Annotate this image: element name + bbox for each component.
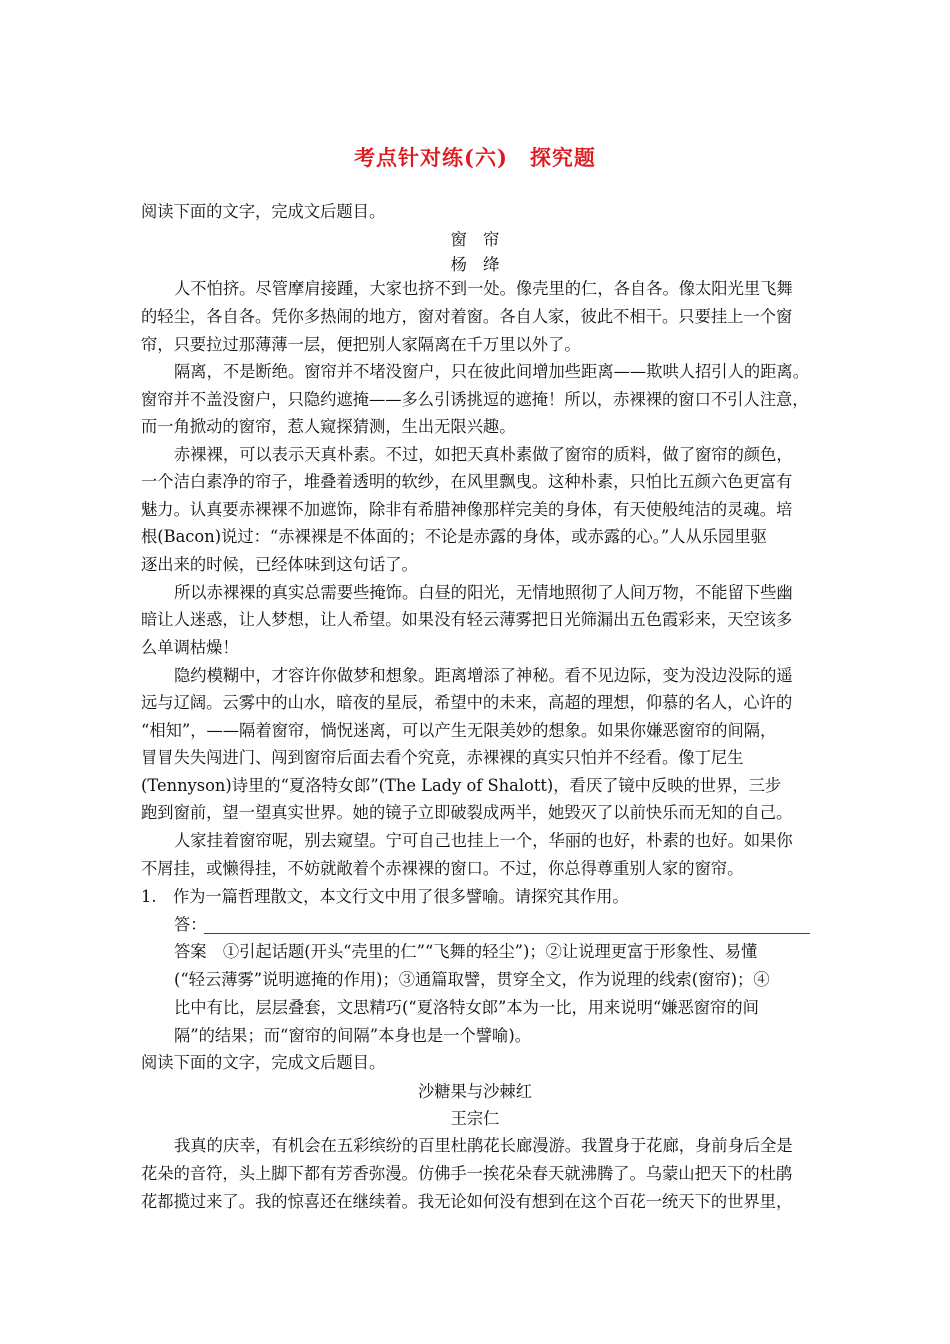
paragraph-line: 远与辽阔。云雾中的山水，暗夜的星辰，希望中的未来，高超的理想，仰慕的名人，心许的 — [141, 693, 793, 712]
paragraph-line: 我真的庆幸，有机会在五彩缤纷的百里杜鹃花长廊漫游。我置身于花廊，身前身后全是 — [174, 1136, 793, 1155]
instruction-1: 阅读下面的文字，完成文后题目。 — [141, 202, 386, 221]
paragraph-line: 而一角掀动的窗帘，惹人窥探猜测，生出无限兴趣。 — [141, 417, 516, 436]
paragraph-line: 花朵的音符，头上脚下都有芳香弥漫。仿佛手一挨花朵春天就沸腾了。乌蒙山把天下的杜鹃 — [141, 1164, 793, 1183]
paragraph-line: 隔离，不是断绝。窗帘并不堵没窗户，只在彼此间增加些距离——欺哄人招引人的距离。 — [174, 362, 809, 381]
paragraph-line: (Tennyson)诗里的“夏洛特女郎”(The Lady of Shalott)，看厌了镜中反映的世界，三步 — [141, 776, 782, 795]
paragraph-line: 根(Bacon)说过：“赤裸裸是不体面的；不论是赤露的身体，或赤露的心。”人从乐园里驱 — [141, 527, 767, 546]
paragraph-line: 冒冒失失闯进门、闯到窗帘后面去看个究竟，赤裸裸的真实只怕并不经看。像丁尼生 — [141, 748, 744, 767]
paragraph-line: 赤裸裸，可以表示天真朴素。不过，如把天真朴素做了窗帘的质料，做了窗帘的颜色， — [174, 445, 793, 464]
article-title-2: 沙糖果与沙棘红 — [418, 1082, 532, 1101]
paragraph-line: 花都揽过来了。我的惊喜还在继续着。我无论如何没有想到在这个百花一统天下的世界里， — [141, 1192, 793, 1211]
question-1: 1. 作为一篇哲理散文，本文行文中用了很多譬喻。请探究其作用。 — [141, 887, 629, 906]
paragraph-line: 窗帘并不盖没窗户，只隐约遮掩——多么引诱挑逗的遮掩！所以，赤裸裸的窗口不引人注意， — [141, 390, 809, 409]
paragraph-line: 不屑挂，或懒得挂，不妨就敞着个赤裸裸的窗口。不过，你总得尊重别人家的窗帘。 — [141, 859, 744, 878]
paragraph-line: 么单调枯燥！ — [141, 638, 239, 657]
paragraph-line: 隐约模糊中，才容许你做梦和想象。距离增添了神秘。看不见边际，变为没边没际的遥 — [174, 666, 793, 685]
answer-line-text: (“轻云薄雾”说明遮掩的作用)；③通篇取譬，贯穿全文，作为说理的线索(窗帘)；④ — [174, 970, 770, 989]
answer-line[interactable] — [204, 933, 810, 934]
paragraph-line: 帘，只要拉过那薄薄一层，便把别人家隔离在千万里以外了。 — [141, 335, 581, 354]
answer-line-text: 答案 ①引起话题(开头“壳里的仁”“飞舞的轻尘”)；②让说理更富于形象性、易懂 — [174, 942, 758, 961]
answer-line-text: 隔”的结果；而“窗帘的间隔”本身也是一个譬喻)。 — [174, 1026, 531, 1045]
paragraph-line: 所以赤裸裸的真实总需要些掩饰。白昼的阳光，无情地照彻了人间万物，不能留下些幽 — [174, 583, 793, 602]
paragraph-line: 逐出来的时候，已经体味到这句话了。 — [141, 555, 418, 574]
paragraph-line: 一个洁白素净的帘子，堆叠着透明的软纱，在风里飘曳。这种朴素，只怕比五颜六色更富有 — [141, 472, 793, 491]
paragraph-line: 魅力。认真要赤裸裸不加遮饰，除非有希腊神像那样完美的身体，有天使般纯洁的灵魂。培 — [141, 500, 793, 519]
paragraph-line: 人家挂着窗帘呢，别去窥望。宁可自己也挂上一个，华丽的也好，朴素的也好。如果你 — [174, 831, 793, 850]
article-author-2: 王宗仁 — [450, 1109, 500, 1128]
paragraph-line: 跑到窗前，望一望真实世界。她的镜子立即破裂成两半，她毁灭了以前快乐而无知的自己。 — [141, 803, 793, 822]
instruction-2: 阅读下面的文字，完成文后题目。 — [141, 1053, 386, 1072]
article-title-1: 窗 帘 — [450, 230, 500, 249]
paragraph-line: 的轻尘，各自各。凭你多热闹的地方，窗对着窗。各自人家，彼此不相干。只要挂上一个窗 — [141, 307, 793, 326]
paragraph-line: 人不怕挤。尽管摩肩接踵，大家也挤不到一处。像壳里的仁，各自各。像太阳光里飞舞 — [174, 279, 793, 298]
paragraph-line: “相知”，——隔着窗帘，惝怳迷离，可以产生无限美妙的想象。如果你嫌恶窗帘的间隔， — [141, 721, 777, 740]
page-title: 考点针对练(六) 探究题 — [354, 145, 596, 170]
article-author-1: 杨 绛 — [450, 255, 500, 274]
answer-prompt: 答： — [174, 915, 207, 934]
answer-line-text: 比中有比，层层叠套，文思精巧(“夏洛特女郎”本为一比，用来说明“嫌恶窗帘的间 — [174, 998, 759, 1017]
paragraph-line: 暗让人迷惑，让人梦想，让人希望。如果没有轻云薄雾把日光筛漏出五色霞彩来，天空该多 — [141, 610, 793, 629]
